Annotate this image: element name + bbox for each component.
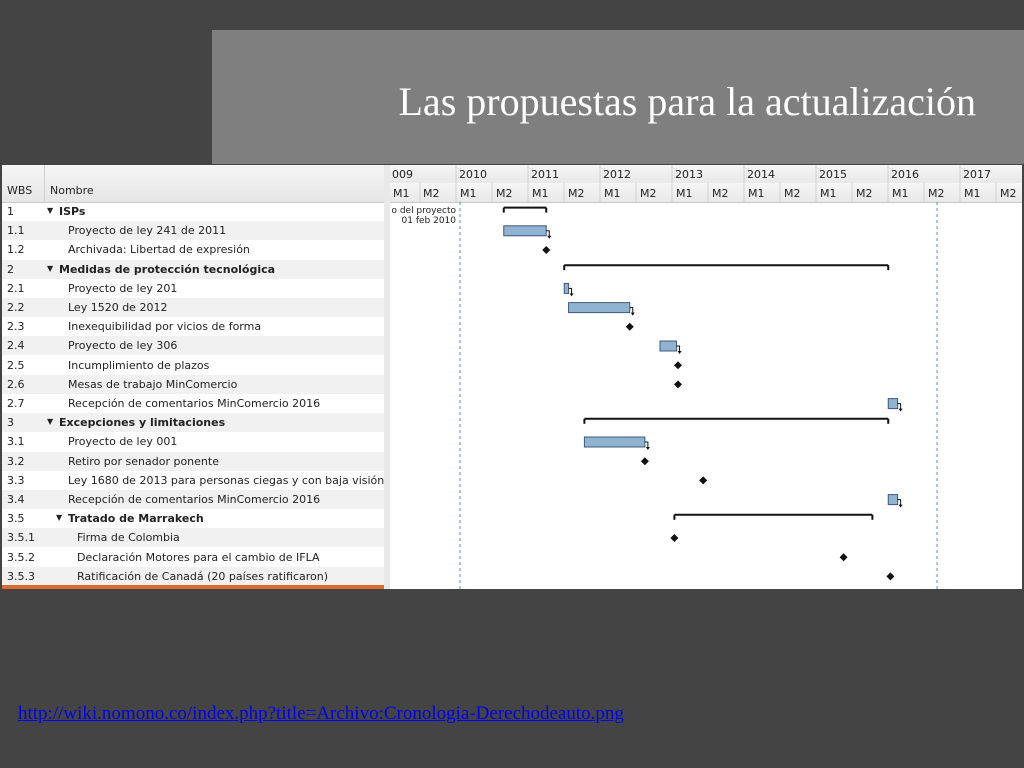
dependency-arrowhead — [899, 409, 903, 412]
row-name: Proyecto de ley 001 — [68, 435, 178, 449]
year-label: 2017 — [963, 168, 991, 181]
row-name: Excepciones y limitaciones — [59, 416, 226, 430]
row-name: Proyecto de ley 201 — [68, 281, 178, 295]
row-name: Tratado de Marrakech — [68, 512, 204, 526]
dependency-arrowhead — [899, 505, 903, 508]
half-year-label: M2 — [784, 187, 801, 200]
year-label: 009 — [392, 168, 413, 181]
gantt-screenshot — [2, 165, 1022, 589]
header-name[interactable]: Nombre — [50, 184, 94, 197]
row-name: Proyecto de ley 241 de 2011 — [68, 224, 227, 238]
table-row[interactable] — [2, 240, 384, 259]
milestone-marker — [674, 361, 682, 369]
row-wbs: 1.1 — [7, 224, 25, 238]
table-header — [2, 165, 384, 203]
row-name: Mesas de trabajo MinComercio — [68, 377, 238, 391]
header-wbs[interactable]: WBS — [7, 184, 33, 197]
task-bar — [504, 226, 546, 236]
year-label: 2014 — [747, 168, 775, 181]
milestone-marker — [886, 572, 894, 580]
milestone-marker — [626, 323, 634, 331]
table-row[interactable] — [2, 202, 384, 221]
row-name: Proyecto de ley 306 — [68, 339, 178, 353]
row-wbs: 3.5.1 — [7, 531, 35, 545]
task-bar — [584, 437, 644, 447]
row-wbs: 3.4 — [7, 493, 25, 506]
year-label: 2013 — [675, 168, 703, 181]
task-bar — [564, 283, 568, 293]
milestone-marker — [674, 380, 682, 388]
milestone-marker — [699, 476, 707, 484]
half-year-label: M1 — [820, 187, 837, 200]
table-row[interactable] — [2, 452, 384, 471]
table-row[interactable] — [2, 260, 384, 279]
half-year-label: M1 — [892, 187, 909, 200]
row-wbs: 2.5 — [7, 358, 25, 372]
half-year-label: M1 — [532, 187, 549, 200]
row-name: Declaración Motores para el cambio de IFLA — [77, 550, 320, 564]
half-year-label: M1 — [748, 187, 765, 200]
row-name: Firma de Colombia — [77, 531, 180, 545]
row-name: ISPs — [59, 205, 86, 218]
header-separator — [44, 165, 45, 202]
task-bar — [888, 399, 897, 409]
row-wbs: 2.6 — [7, 377, 25, 391]
year-label: 2010 — [459, 168, 487, 181]
task-bar — [888, 495, 897, 505]
row-name: Recepción de comentarios MinComercio 2016 — [68, 493, 321, 506]
task-bar — [660, 341, 677, 351]
row-wbs: 2.4 — [7, 339, 25, 353]
slide-title: Las propuestas para la actualización — [398, 79, 976, 124]
half-year-label: M2 — [712, 187, 729, 200]
half-year-label: M1 — [604, 187, 621, 200]
milestone-marker — [641, 457, 649, 465]
table-row[interactable] — [2, 509, 384, 528]
milestone-marker — [840, 553, 848, 561]
row-wbs: 3.2 — [7, 454, 25, 468]
row-name: Inexequibilidad por vicios de forma — [68, 320, 262, 334]
half-year-label: M2 — [856, 187, 873, 200]
row-wbs: 3.1 — [7, 435, 25, 449]
task-table — [2, 165, 385, 589]
gantt-canvas — [390, 165, 1022, 589]
row-wbs: 3.5.2 — [7, 550, 35, 564]
table-row[interactable] — [2, 548, 384, 567]
table-row[interactable] — [2, 471, 384, 490]
dependency-arrowhead — [570, 293, 574, 296]
row-name: Archivada: Libertad de expresión — [68, 243, 250, 257]
year-label: 2011 — [531, 168, 559, 181]
table-row[interactable] — [2, 394, 384, 413]
table-row[interactable] — [2, 279, 384, 298]
milestone-marker — [670, 534, 678, 542]
row-wbs: 1.2 — [7, 243, 25, 257]
collapse-triangle-icon[interactable]: ▼ — [47, 263, 54, 273]
half-year-label: M1 — [460, 187, 477, 200]
row-wbs: 3 — [7, 416, 14, 430]
dependency-arrowhead — [631, 313, 635, 316]
row-name: Ley 1520 de 2012 — [68, 301, 168, 314]
year-label: 2016 — [891, 168, 919, 181]
half-year-label: M1 — [676, 187, 693, 200]
selection-bar — [2, 585, 384, 589]
collapse-triangle-icon[interactable]: ▼ — [47, 417, 54, 427]
row-wbs: 3.5 — [7, 512, 25, 526]
table-row[interactable] — [2, 375, 384, 394]
row-name: Ley 1680 de 2013 para personas ciegas y con baja visión — [68, 473, 385, 487]
year-label: 2015 — [819, 168, 847, 181]
row-wbs: 2.3 — [7, 320, 25, 334]
table-row[interactable] — [2, 413, 384, 432]
dependency-arrowhead — [547, 236, 551, 239]
table-row[interactable] — [2, 356, 384, 375]
year-label: 2012 — [603, 168, 631, 181]
table-row[interactable] — [2, 567, 384, 586]
dependency-arrowhead — [646, 447, 650, 450]
table-row[interactable] — [2, 221, 384, 240]
row-wbs: 3.3 — [7, 473, 25, 487]
row-wbs: 1 — [7, 205, 14, 218]
half-year-label: M1 — [393, 187, 410, 200]
half-year-label: M2 — [1000, 187, 1017, 200]
row-name: Medidas de protección tecnológica — [59, 262, 276, 276]
half-year-label: M2 — [423, 187, 440, 200]
row-wbs: 2.1 — [7, 281, 25, 295]
collapse-triangle-icon[interactable]: ▼ — [47, 206, 54, 215]
half-year-label: M2 — [928, 187, 945, 200]
half-year-label: M2 — [496, 187, 513, 200]
row-name: Incumplimiento de plazos — [68, 358, 210, 372]
dependency-arrowhead — [678, 351, 682, 354]
row-wbs: 3.5.3 — [7, 569, 35, 583]
row-name: Ratificación de Canadá (20 países ratificaron) — [77, 569, 329, 583]
table-row[interactable] — [2, 528, 384, 547]
row-name: Retiro por senador ponente — [68, 454, 219, 468]
table-row[interactable] — [2, 432, 384, 451]
project-start-label: o del proyecto — [391, 206, 456, 216]
row-wbs: 2.7 — [7, 397, 25, 410]
table-row[interactable] — [2, 336, 384, 355]
row-wbs: 2 — [7, 262, 14, 276]
row-wbs: 2.2 — [7, 301, 25, 314]
half-year-label: M2 — [640, 187, 657, 200]
half-year-label: M1 — [964, 187, 981, 200]
source-link[interactable]: http://wiki.nomono.co/index.php?title=Archivo:Cronologia-Derechodeauto.png — [18, 703, 624, 724]
table-row[interactable] — [2, 317, 384, 336]
collapse-triangle-icon[interactable]: ▼ — [56, 513, 63, 523]
table-row[interactable] — [2, 298, 384, 317]
task-bar — [569, 303, 630, 313]
row-name: Recepción de comentarios MinComercio 2016 — [68, 397, 321, 410]
half-year-label: M2 — [568, 187, 585, 200]
gantt-chart — [390, 165, 1022, 589]
project-start-date: 01 feb 2010 — [401, 216, 456, 226]
table-row[interactable] — [2, 490, 384, 509]
milestone-marker — [542, 246, 550, 254]
